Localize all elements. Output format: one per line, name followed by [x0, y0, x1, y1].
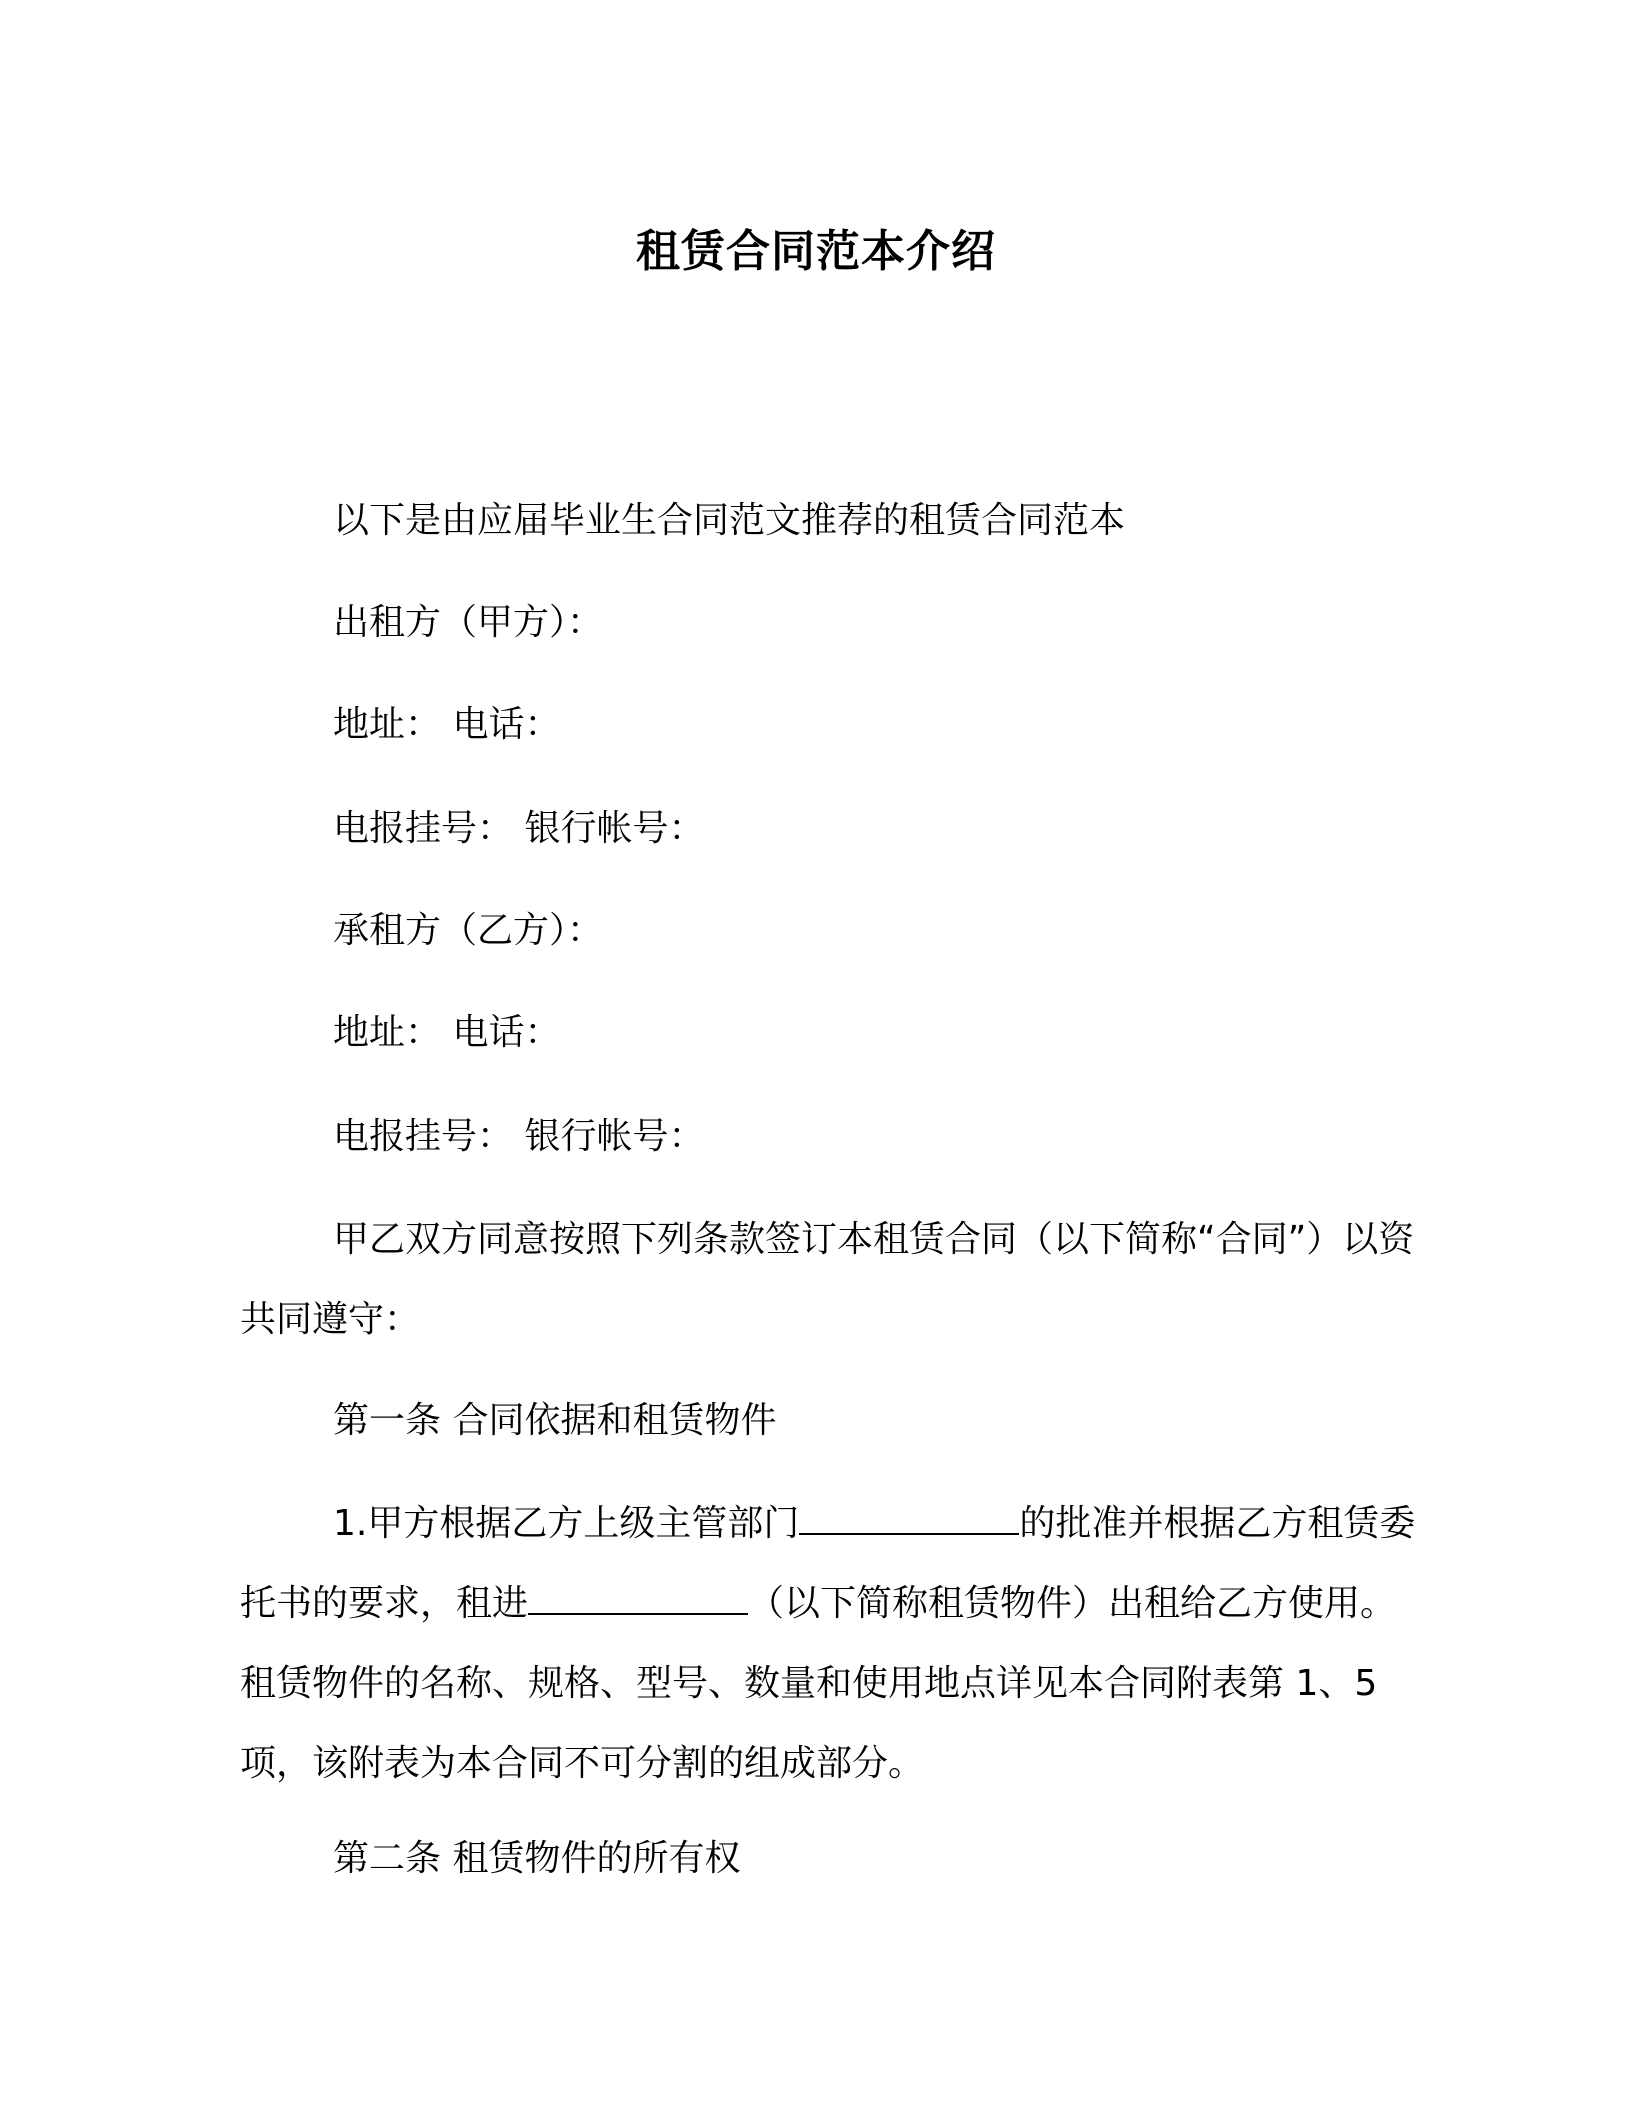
article1-clause1-part3: （以下简称租赁物件）出租给乙方使用。租赁物件的名称、规格、型号、数量和使用地点详见本合同附表第 1、5 项，该附表为本合同不可分割的组成部分。 [240, 1583, 1397, 1784]
article1-clause1 [240, 1484, 1420, 1804]
article1-clause1-part1: 1.甲方根据乙方上级主管部门 [333, 1503, 800, 1544]
lessee-address-phone: 地址： 电话： [333, 1012, 561, 1053]
article2-heading: 第二条 租赁物件的所有权 [333, 1838, 741, 1879]
lessor-label: 出租方（甲方）： [333, 602, 604, 643]
agreement-paragraph: 甲乙双方同意按照下列条款签订本租赁合同（以下简称“合同”）以资共同遵守： [240, 1219, 1415, 1340]
intro-line: 以下是由应届毕业生合同范文推荐的租赁合同范本 [333, 500, 1126, 541]
lessor-address-phone: 地址： 电话： [333, 704, 561, 745]
fill-in-blank-department [799, 1495, 1019, 1535]
article1-clause1-part2: 的批准并根据乙方租赁委托书的要求，租进 [240, 1503, 1416, 1624]
lessee-telegraph-bank: 电报挂号： 银行帐号： [333, 1116, 705, 1157]
fill-in-blank-leased-item [528, 1575, 748, 1615]
document-title: 租赁合同范本介绍 [636, 226, 996, 277]
lessee-label: 承租方（乙方）： [333, 910, 604, 951]
article1-heading: 第一条 合同依据和租赁物件 [333, 1400, 777, 1441]
lessor-telegraph-bank: 电报挂号： 银行帐号： [333, 808, 705, 849]
